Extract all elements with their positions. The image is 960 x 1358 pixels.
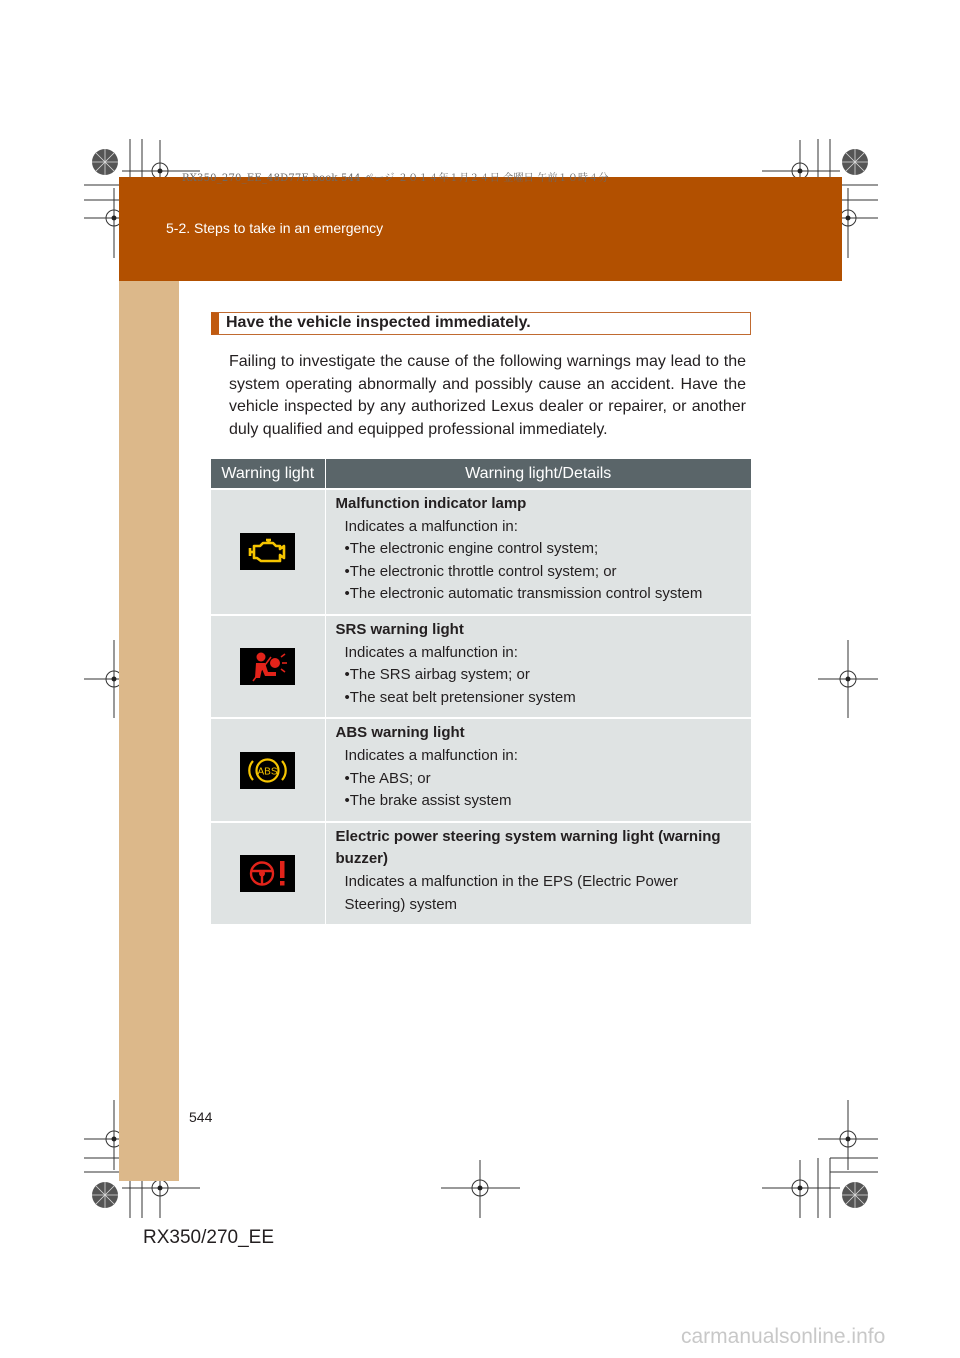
heading-box — [211, 312, 751, 335]
item-description: Indicates a malfunction in: — [344, 643, 518, 661]
engine-icon — [240, 533, 295, 570]
airbag-icon — [240, 648, 295, 685]
table-row — [211, 718, 751, 821]
details-cell — [325, 615, 751, 718]
table-row — [211, 615, 751, 718]
bullet-item: • The ABS; or — [336, 768, 744, 791]
column-header-warning-light: Warning light — [211, 459, 325, 489]
bullet-item: • The electronic automatic transmission control system — [336, 583, 744, 606]
page-number: 544 — [189, 1109, 213, 1125]
item-description: Indicates a malfunction in: — [344, 517, 518, 535]
side-band — [119, 281, 179, 1181]
bullet-item: • The SRS airbag system; or — [336, 664, 744, 687]
bullet-item: • The electronic throttle control system; or — [336, 561, 744, 584]
icon-cell — [211, 718, 325, 821]
details-cell — [325, 489, 751, 615]
item-title: Malfunction indicator lamp — [335, 495, 527, 512]
heading-title: Have the vehicle inspected immediately. — [226, 314, 531, 331]
footer-model-code: RX350/270_EE — [143, 1227, 274, 1248]
table-header-row — [211, 459, 751, 489]
print-info: RX350_270_EE_48D77E.book 544 ページ ２０１４年１月２４日 金曜日 午前１０時４分 — [182, 173, 609, 184]
item-description: Indicates a malfunction in the EPS (Electric Power Steering) system — [344, 872, 678, 913]
details-cell — [325, 718, 751, 821]
intro-paragraph: Failing to investigate the cause of the following warnings may lead to the system operating abnormally and possibly cause an accident. Have the vehicle inspected by any authorized Lexus dealer or repairer, or another duly qualified and equipped professional immediately. — [229, 353, 746, 438]
steering-warning-icon — [240, 855, 295, 892]
watermark: carmanualsonline.info — [681, 1325, 886, 1348]
bullet-item: • The brake assist system — [336, 790, 744, 813]
item-title: Electric power steering system warning light (warning buzzer) — [335, 827, 721, 868]
icon-cell — [211, 822, 325, 924]
warning-lights-table — [211, 459, 751, 924]
item-title: ABS warning light — [335, 724, 465, 742]
bullet-item: • The seat belt pretensioner system — [336, 687, 744, 710]
table-row — [211, 489, 751, 615]
icon-cell — [211, 615, 325, 718]
details-cell — [325, 822, 751, 924]
item-title: SRS warning light — [335, 620, 464, 638]
abs-icon-text: ABS — [257, 766, 278, 778]
section-title: 5-2. Steps to take in an emergency — [166, 220, 384, 236]
bullet-item: • The electronic engine control system; — [336, 538, 744, 561]
item-description: Indicates a malfunction in: — [344, 746, 518, 764]
table-row — [211, 822, 751, 924]
icon-cell — [211, 489, 325, 615]
column-header-details: Warning light/Details — [325, 459, 751, 489]
abs-icon — [240, 752, 295, 789]
